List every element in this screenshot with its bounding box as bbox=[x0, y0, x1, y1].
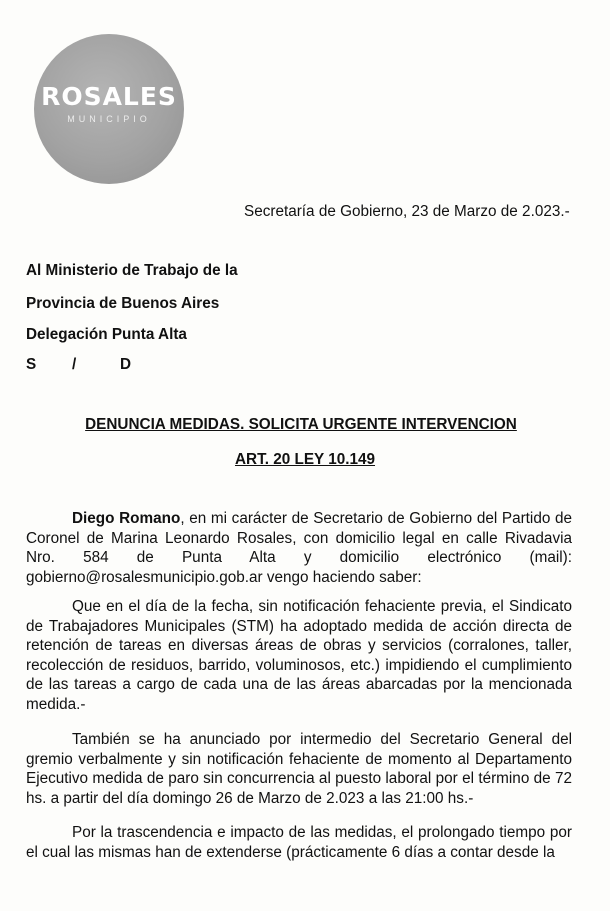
salutation-s: S bbox=[26, 356, 37, 373]
logo-subtitle: MUNICIPIO bbox=[67, 114, 151, 124]
logo-title: ROSALES bbox=[41, 82, 177, 111]
subject-law-reference: ART. 20 LEY 10.149 bbox=[234, 451, 376, 468]
addressee-line-3: Delegación Punta Alta bbox=[26, 326, 187, 343]
subject-heading: DENUNCIA MEDIDAS. SOLICITA URGENTE INTERVENCION bbox=[85, 416, 517, 433]
salutation-sd bbox=[26, 356, 136, 376]
paragraph-1 bbox=[26, 509, 572, 587]
sender-name: Diego Romano bbox=[72, 510, 181, 527]
addressee-line-2: Provincia de Buenos Aires bbox=[26, 295, 220, 312]
salutation-d: D bbox=[120, 356, 132, 373]
paragraph-1-text: , en mi carácter de Secretario de Gobierno del Partido de Coronel de Marina Leonardo Rosales, con domicilio legal en calle Rivadavia Nro. 584 de Punta Alta y domicilio electrónico (mail): gobierno@rosalesmunicipio.gob.ar vengo haciendo saber: bbox=[26, 510, 572, 586]
addressee-line-1: Al Ministerio de Trabajo de la bbox=[26, 262, 238, 279]
paragraph-2: Que en el día de la fecha, sin notificación fehaciente previa, el Sindicato de Trabajadores Municipales (STM) ha adoptado medida de acción directa de retención de tareas en diversas áreas de obras y servicios (corralones, taller, recolección de residuos, barrido, voluminosos, etc.) impidiendo el cumplimiento de las tareas a cargo de cada una de las áreas abarcadas por la mencionada medida.- bbox=[26, 598, 572, 713]
salutation-slash: / bbox=[72, 356, 77, 373]
paragraph-3: También se ha anunciado por intermedio del Secretario General del gremio verbalmente y sin notificación fehaciente de momento al Departamento Ejecutivo medida de paro sin concurrencia al puesto laboral por el término de 72 hs. a partir del día domingo 26 de Marzo de 2.023 a las 21:00 hs.- bbox=[26, 731, 572, 807]
paragraph-4: Por la trascendencia e impacto de las medidas, el prolongado tiempo por el cual las mismas han de extenderse (prácticamente 6 días a contar desde la bbox=[26, 824, 572, 861]
rosales-municipio-logo bbox=[34, 34, 184, 184]
date-line: Secretaría de Gobierno, 23 de Marzo de 2.023.- bbox=[244, 203, 570, 220]
